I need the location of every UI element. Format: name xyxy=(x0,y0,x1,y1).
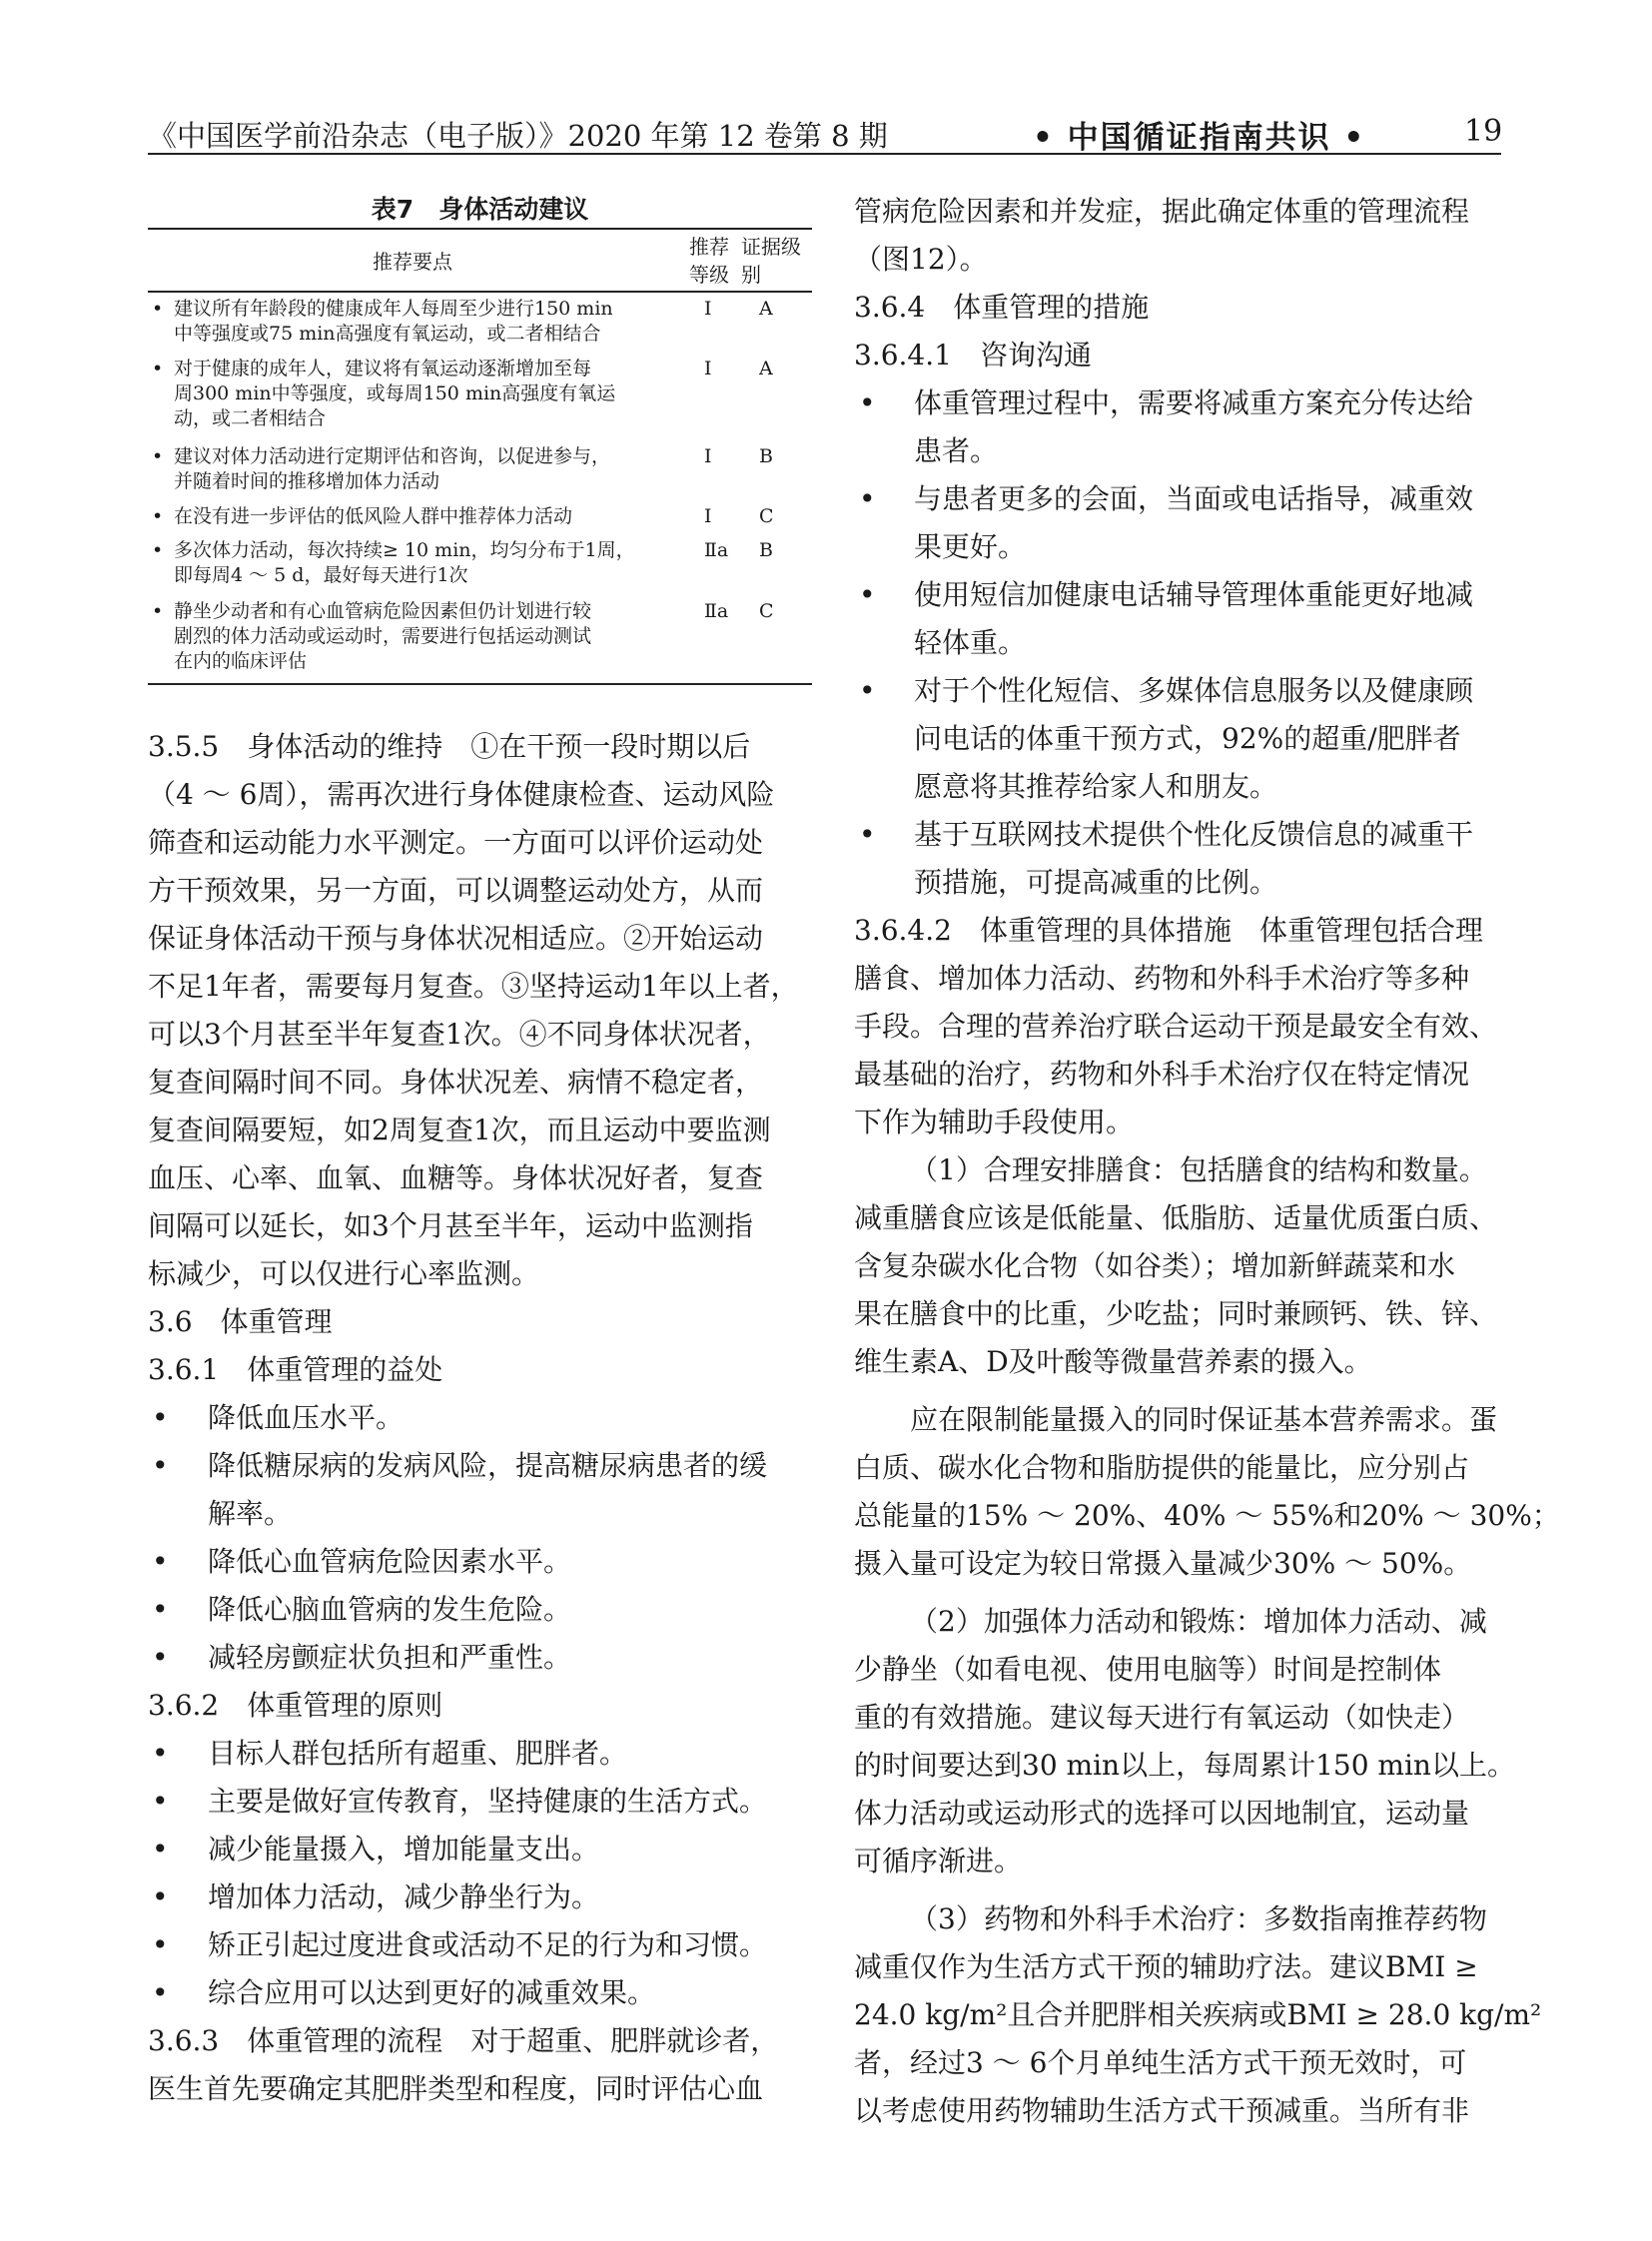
table-cell-level: B xyxy=(759,539,773,561)
table-bottom-rule xyxy=(148,683,812,685)
table-cell-text: 动，或二者相结合 xyxy=(174,407,327,429)
bullet-dot: • xyxy=(152,1641,169,1674)
list-item: 降低心脑血管病的发生危险。 xyxy=(208,1593,572,1626)
text-line: 以考虑使用药物辅助生活方式干预减重。当所有非 xyxy=(854,2094,1470,2127)
list-item: 果更好。 xyxy=(914,530,1027,563)
text-line: 应在限制能量摄入的同时保证基本营养需求。蛋 xyxy=(910,1403,1498,1436)
text-line: 标减少，可以仅进行心率监测。 xyxy=(148,1257,540,1290)
text-line: 少静坐（如看电视、使用电脑等）时间是控制体 xyxy=(854,1653,1442,1686)
table-cell-level: C xyxy=(759,505,774,527)
text-line: 手段。合理的营养治疗联合运动干预是最安全有效、 xyxy=(854,1010,1498,1043)
text-line: 总能量的15% ～ 20%、40% ～ 55%和20% ～ 30%； xyxy=(854,1499,1560,1532)
table-cell-text: 周300 min中等强度，或每周150 min高强度有氧运 xyxy=(174,382,616,404)
text-line: 体力活动或运动形式的选择可以因地制宜，运动量 xyxy=(854,1797,1470,1830)
text-line: （1）合理安排膳食：包括膳食的结构和数量。 xyxy=(910,1153,1487,1186)
text-line: 医生首先要确定其肥胖类型和程度，同时评估心血 xyxy=(148,2072,764,2105)
table-cell-text: 多次体力活动，每次持续≥ 10 min，均匀分布于1周， xyxy=(174,539,635,561)
list-item: 患者。 xyxy=(914,434,999,467)
list-item: 综合应用可以达到更好的减重效果。 xyxy=(208,1976,656,2009)
list-item: 降低糖尿病的发病风险，提高糖尿病患者的缓 xyxy=(208,1449,768,1482)
list-item: 减轻房颤症状负担和严重性。 xyxy=(208,1641,572,1674)
text-line: 果在膳食中的比重，少吃盐；同时兼顾钙、铁、锌、 xyxy=(854,1297,1498,1330)
table-cell-level: B xyxy=(759,445,773,467)
text-line: （3）药物和外科手术治疗：多数指南推荐药物 xyxy=(910,1902,1487,1935)
table-header-point: 推荐要点 xyxy=(373,250,452,274)
text-line: 可以3个月甚至半年复查1次。④不同身体状况者， xyxy=(148,1018,771,1051)
section-heading-3-6-4: 3.6.4 体重管理的措施 xyxy=(854,291,1150,324)
text-line: 可循序渐进。 xyxy=(854,1845,1023,1877)
page-number: 19 xyxy=(1464,114,1503,149)
section-name: • 中国循证指南共识 • xyxy=(1033,120,1366,156)
list-item: 增加体力活动，减少静坐行为。 xyxy=(208,1880,600,1913)
table-cell-text: 在没有进一步评估的低风险人群中推荐体力活动 xyxy=(174,505,573,527)
text-line: 复查间隔要短，如2周复查1次，而且运动中要监测 xyxy=(148,1114,771,1146)
bullet-dot: • xyxy=(152,1737,169,1770)
bullet-dot: • xyxy=(152,1833,169,1866)
bullet-dot: • xyxy=(152,1880,169,1913)
text-line: 方干预效果，另一方面，可以调整运动处方，从而 xyxy=(148,874,764,907)
list-item: 与患者更多的会面，当面或电话指导，减重效 xyxy=(914,482,1474,515)
text-line: 复查间隔时间不同。身体状况差、病情不稳定者， xyxy=(148,1066,764,1099)
bullet-dot: • xyxy=(152,1593,169,1626)
bullet-dot: • xyxy=(152,600,164,622)
text-line: 3.6.4.2 体重管理的具体措施 体重管理包括合理 xyxy=(854,914,1483,947)
text-line: 血压、心率、血氧、血糖等。身体状况好者，复查 xyxy=(148,1161,764,1194)
text-line: 3.5.5 身体活动的维持 ①在干预一段时期以后 xyxy=(148,730,751,763)
text-line: 3.6.3 体重管理的流程 对于超重、肥胖就诊者， xyxy=(148,2024,779,2057)
list-item: 问电话的体重干预方式，92%的超重/肥胖者 xyxy=(914,722,1461,755)
text-line: 摄入量可设定为较日常摄入量减少30% ～ 50%。 xyxy=(854,1547,1472,1580)
table-cell-level: C xyxy=(759,600,774,622)
text-line: 减重膳食应该是低能量、低脂肪、适量优质蛋白质、 xyxy=(854,1201,1498,1234)
list-item: 体重管理过程中，需要将减重方案充分传达给 xyxy=(914,386,1474,419)
bullet-dot: • xyxy=(152,1449,169,1482)
table-cell-text: 建议所有年龄段的健康成年人每周至少进行150 min xyxy=(174,298,613,320)
table-header-level: 证据级别 xyxy=(741,235,801,287)
table-caption: 表7 身体活动建议 xyxy=(371,195,589,224)
bullet-dot: • xyxy=(859,818,876,851)
list-item: 轻体重。 xyxy=(914,626,1027,659)
text-line: 重的有效措施。建议每天进行有氧运动（如快走） xyxy=(854,1701,1470,1734)
section-heading-3-6-1: 3.6.1 体重管理的益处 xyxy=(148,1353,443,1386)
text-line: （图12）。 xyxy=(854,243,988,276)
text-line: 含复杂碳水化合物（如谷类）；增加新鲜蔬菜和水 xyxy=(854,1249,1456,1282)
bullet-dot: • xyxy=(152,1785,169,1818)
bullet-dot: • xyxy=(859,674,876,707)
text-line: 维生素A、D及叶酸等微量营养素的摄入。 xyxy=(854,1345,1372,1378)
table-cell-grade: Ⅰ xyxy=(704,358,712,379)
table-cell-text: 对于健康的成年人，建议将有氧运动逐渐增加至每 xyxy=(174,358,592,379)
header-rule xyxy=(148,153,1501,155)
table-cell-text: 剧烈的体力活动或运动时，需要进行包括运动测试 xyxy=(174,625,592,647)
list-item: 对于个性化短信、多媒体信息服务以及健康顾 xyxy=(914,674,1474,707)
bullet-dot: • xyxy=(152,358,164,379)
bullet-dot: • xyxy=(152,1401,169,1434)
table-header-rule xyxy=(148,291,812,293)
table-top-rule xyxy=(148,228,812,230)
section-heading-3-6: 3.6 体重管理 xyxy=(148,1305,333,1338)
bullet-dot: • xyxy=(152,1545,169,1578)
table-cell-text: 并随着时间的推移增加体力活动 xyxy=(174,470,440,492)
text-line: 24.0 kg/m²且合并肥胖相关疾病或BMI ≥ 28.0 kg/m² xyxy=(854,1998,1542,2031)
list-item: 减少能量摄入，增加能量支出。 xyxy=(208,1833,600,1866)
bullet-dot: • xyxy=(859,578,876,611)
text-line: 保证身体活动干预与身体状况相适应。②开始运动 xyxy=(148,922,764,955)
text-line: 最基础的治疗，药物和外科手术治疗仅在特定情况 xyxy=(854,1058,1470,1091)
table-cell-grade: Ⅰ xyxy=(704,505,712,527)
bullet-dot: • xyxy=(152,445,164,467)
text-line: 间隔可以延长，如3个月甚至半年，运动中监测指 xyxy=(148,1209,753,1242)
text-line: 下作为辅助手段使用。 xyxy=(854,1106,1135,1138)
table-cell-grade: Ⅰ xyxy=(704,445,712,467)
list-item: 解率。 xyxy=(208,1497,293,1530)
table-cell-grade: Ⅰ xyxy=(704,298,712,320)
text-line: （4 ～ 6周），需再次进行身体健康检查、运动风险 xyxy=(148,778,775,811)
list-item: 基于互联网技术提供个性化反馈信息的减重干 xyxy=(914,818,1474,851)
list-item: 主要是做好宣传教育，坚持健康的生活方式。 xyxy=(208,1785,768,1818)
text-line: 者，经过3 ～ 6个月单纯生活方式干预无效时，可 xyxy=(854,2046,1467,2079)
table-cell-text: 在内的临床评估 xyxy=(174,650,308,672)
bullet-dot: • xyxy=(152,539,164,561)
text-line: （2）加强体力活动和锻炼：增加体力活动、减 xyxy=(910,1605,1487,1638)
list-item: 目标人群包括所有超重、肥胖者。 xyxy=(208,1737,628,1770)
bullet-dot: • xyxy=(859,386,876,419)
text-line: 减重仅作为生活方式干预的辅助疗法。建议BMI ≥ xyxy=(854,1950,1478,1983)
list-item: 预措施，可提高减重的比例。 xyxy=(914,866,1278,899)
text-line: 的时间要达到30 min以上，每周累计150 min以上。 xyxy=(854,1749,1515,1782)
list-item: 使用短信加健康电话辅导管理体重能更好地减 xyxy=(914,578,1474,611)
table-cell-level: A xyxy=(759,358,773,379)
list-item: 矫正引起过度进食或活动不足的行为和习惯。 xyxy=(208,1928,768,1961)
bullet-dot: • xyxy=(152,298,164,320)
bullet-dot: • xyxy=(152,1928,169,1961)
list-item: 愿意将其推荐给家人和朋友。 xyxy=(914,770,1278,803)
table-cell-text: 静坐少动者和有心血管病危险因素但仍计划进行较 xyxy=(174,600,592,622)
table-header-grade: 推荐等级 xyxy=(689,235,729,287)
list-item: 降低心血管病危险因素水平。 xyxy=(208,1545,572,1578)
table-cell-level: A xyxy=(759,298,773,320)
journal-title: 《中国医学前沿杂志（电子版）》2020 年第 12 卷第 8 期 xyxy=(148,119,888,153)
table-cell-grade: Ⅱa xyxy=(704,600,729,622)
bullet-dot: • xyxy=(859,482,876,515)
section-heading-3-6-4-1: 3.6.4.1 咨询沟通 xyxy=(854,339,1092,372)
text-line: 筛查和运动能力水平测定。一方面可以评价运动处 xyxy=(148,826,764,859)
section-heading-3-6-2: 3.6.2 体重管理的原则 xyxy=(148,1689,443,1722)
text-line: 白质、碳水化合物和脂肪提供的能量比，应分别占 xyxy=(854,1451,1470,1484)
table-cell-grade: Ⅱa xyxy=(704,539,729,561)
text-line: 不足1年者，需要每月复查。③坚持运动1年以上者， xyxy=(148,970,799,1003)
table-cell-text: 建议对体力活动进行定期评估和咨询，以促进参与， xyxy=(174,445,611,467)
table-cell-text: 即每周4 ～ 5 d，最好每天进行1次 xyxy=(174,564,468,586)
bullet-dot: • xyxy=(152,505,164,527)
bullet-dot: • xyxy=(152,1976,169,2009)
table-cell-text: 中等强度或75 min高强度有氧运动，或二者相结合 xyxy=(174,323,601,345)
list-item: 降低血压水平。 xyxy=(208,1401,405,1434)
text-line: 膳食、增加体力活动、药物和外科手术治疗等多种 xyxy=(854,962,1470,995)
text-line: 管病危险因素和并发症，据此确定体重的管理流程 xyxy=(854,195,1470,228)
